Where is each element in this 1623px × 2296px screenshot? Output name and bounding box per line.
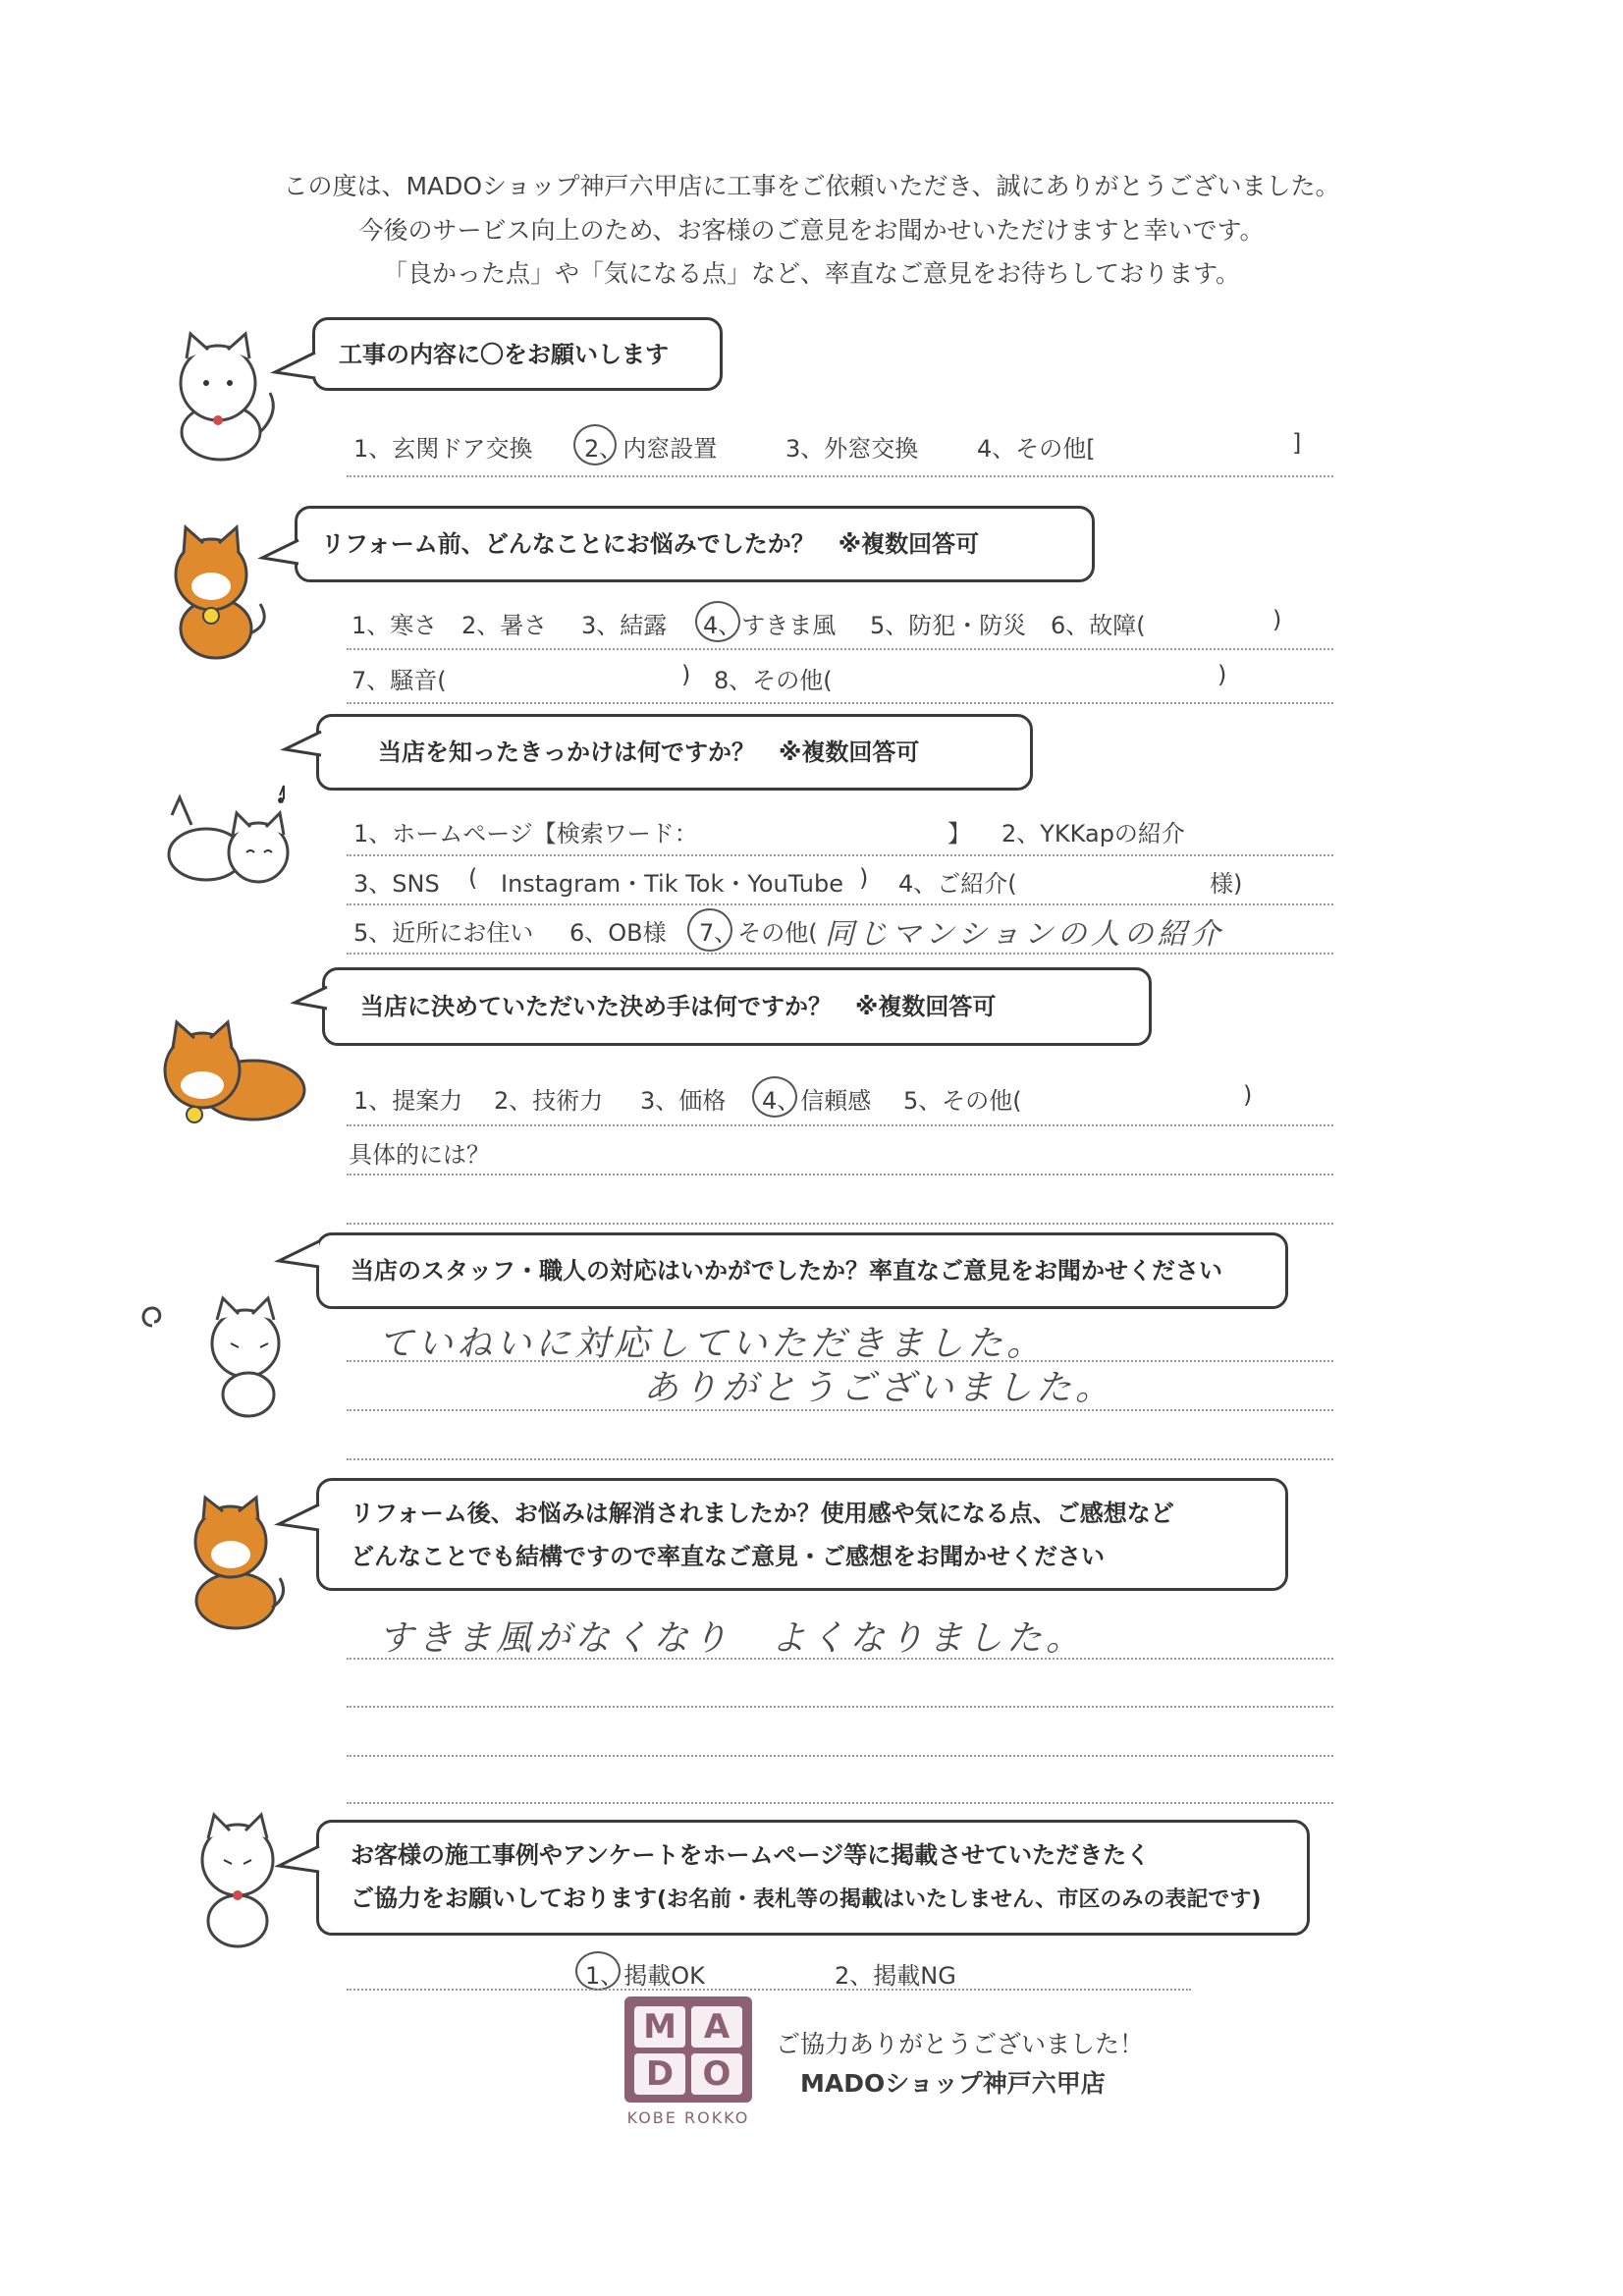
answer-rule (347, 648, 1333, 650)
q2-option-7[interactable]: 7、騒音( (352, 667, 447, 694)
q1-option-1[interactable]: 1、玄関ドア交換 (353, 435, 533, 463)
q3-bracket-close: 】 (947, 820, 971, 847)
q3-option-4[interactable]: 4、ご紹介( (898, 870, 1017, 898)
q4-title: 当店に決めていただいた決め手は何ですか？ ※複数回答可 (360, 993, 997, 1020)
q4-paren-close: ) (1243, 1081, 1253, 1109)
q4-option-4[interactable]: 4、信頼感 (762, 1087, 872, 1115)
logo-subtitle: KOBE ROKKO (626, 2108, 750, 2127)
q3-option-7[interactable]: 7、その他( (699, 919, 818, 947)
q2-bubble (295, 506, 1095, 582)
q3-option-3[interactable]: 3、SNS (353, 870, 440, 898)
q6-title-line-2: どんなことでも結構ですので率直なご意見・ご感想をお聞かせください (351, 1542, 1105, 1570)
bubble-tail (283, 730, 322, 761)
q3-sns-list: Instagram・Tik Tok・YouTube (501, 870, 843, 898)
answer-rule (347, 702, 1333, 704)
answer-rule (347, 854, 1333, 856)
bubble-tail (293, 985, 328, 1014)
q2-option-4[interactable]: 4、すきま風 (703, 612, 837, 639)
q1-title: 工事の内容に〇をお願いします (339, 340, 669, 368)
answer-rule (347, 1458, 1333, 1460)
q4-bubble (322, 967, 1152, 1046)
q5-handwritten-line-2: ありがとうございました。 (643, 1368, 1115, 1408)
q3-paren-close: ) (859, 864, 869, 892)
q6-title-line-1: リフォーム後、お悩みは解消されましたか？使用感や気になる点、ご感想など (351, 1499, 1174, 1527)
q3-title: 当店を知ったきっかけは何ですか？ ※複数回答可 (378, 738, 920, 766)
q2-option-6[interactable]: 6、故障( (1051, 612, 1146, 639)
bubble-tail (260, 538, 299, 570)
logo-letter-d: D (634, 2053, 685, 2095)
q2-paren-close: ) (1272, 606, 1282, 633)
logo-letter-m: M (634, 2006, 685, 2048)
white-cat-mascot-icon (157, 334, 280, 462)
answer-rule (347, 903, 1333, 905)
q2-option-2[interactable]: 2、暑さ (461, 612, 548, 639)
answer-rule (347, 953, 1333, 955)
answer-rule (347, 1706, 1333, 1708)
q7-option-ng[interactable]: 2、掲載NG (835, 1962, 956, 1990)
answer-rule (347, 1755, 1333, 1757)
cat-with-spiral-mascot-icon (133, 1296, 299, 1419)
q7-title-note: (お名前・表札等の掲載はいたしません、市区のみの表記です) (657, 1887, 1262, 1912)
intro-line-1: この度は、MADOショップ神戸六甲店に工事をご依頼いただき、誠にありがとうございました。 (283, 172, 1340, 200)
q7-title-line-1: お客様の施工事例やアンケートをホームページ等に掲載させていただきたく (351, 1841, 1151, 1869)
q3-option-4-suffix: 様) (1210, 870, 1243, 898)
thanks-message: ご協力ありがとうございました！ (776, 2030, 1145, 2058)
q4-option-1[interactable]: 1、提案力 (353, 1087, 463, 1115)
q7-title-line-2 (343, 1877, 1283, 1922)
q1-bubble (312, 317, 723, 391)
q1-option-4[interactable]: 4、その他[ (977, 435, 1096, 463)
q3-option-6[interactable]: 6、OB様 (569, 919, 667, 947)
q2-title: リフォーム前、どんなことにお悩みでしたか？ ※複数回答可 (321, 530, 980, 558)
q1-option-2[interactable]: 2、内窓設置 (584, 435, 718, 463)
q2-option-3[interactable]: 3、結露 (581, 612, 668, 639)
answer-circle-mark (573, 424, 617, 465)
q3-handwritten-answer: 同じマンションの人の紹介 (825, 917, 1224, 952)
bubble-tail (277, 1239, 320, 1275)
answer-rule (347, 1409, 1333, 1411)
bubble-tail (277, 1844, 320, 1880)
answer-rule (347, 1124, 1333, 1126)
q4-option-3[interactable]: 3、価格 (640, 1087, 727, 1115)
shiba-dog-mascot-icon (162, 525, 275, 663)
q3-option-1[interactable]: 1、ホームページ【検索ワード： (353, 820, 698, 847)
playing-cats-mascot-icon (152, 786, 299, 903)
q2-paren-close: ) (681, 661, 691, 688)
bubble-tail (277, 1503, 320, 1538)
answer-rule (347, 1174, 1333, 1175)
answer-rule (347, 475, 1333, 477)
answer-circle-mark (575, 1951, 621, 1991)
q7-bubble (316, 1820, 1310, 1936)
bubble-tail (273, 351, 316, 384)
answer-circle-mark (687, 908, 732, 952)
q7-title-main: ご協力をお願いしております (351, 1885, 657, 1912)
white-cat-sitting-mascot-icon (187, 1815, 295, 1952)
mado-logo (624, 1996, 752, 2103)
answer-circle-mark (695, 601, 740, 642)
q3-option-5[interactable]: 5、近所にお住い (353, 919, 534, 947)
intro-line-2: 今後のサービス向上のため、お客様のご意見をお聞かせいただけますと幸いです。 (358, 216, 1265, 245)
q2-paren-close: ) (1217, 661, 1227, 688)
q3-option-2[interactable]: 2、YKKapの紹介 (1001, 820, 1185, 847)
q6-bubble (316, 1478, 1288, 1591)
answer-rule (347, 1658, 1333, 1660)
q4-option-5[interactable]: 5、その他( (903, 1087, 1022, 1115)
shop-name: MADOショップ神戸六甲店 (800, 2069, 1106, 2098)
q2-option-5[interactable]: 5、防犯・防災 (870, 612, 1027, 639)
q1-bracket-close: ] (1292, 429, 1302, 457)
q5-handwritten-line-1: ていねいに対応していただきました。 (378, 1324, 1047, 1364)
q5-title: 当店のスタッフ・職人の対応はいかがでしたか？率直なご意見をお聞かせください (351, 1257, 1222, 1285)
q3-paren-open: ( (468, 864, 478, 892)
q2-option-1[interactable]: 1、寒さ (352, 612, 438, 639)
shiba-dog-lying-mascot-icon (155, 1016, 312, 1134)
logo-letter-o: O (691, 2053, 742, 2095)
q6-handwritten-answer: すきま風がなくなり よくなりました。 (378, 1618, 1086, 1659)
q3-bubble (316, 714, 1033, 791)
q4-detail-label: 具体的には？ (349, 1141, 490, 1169)
q7-option-ok[interactable]: 1、掲載OK (585, 1962, 705, 1990)
q2-option-8[interactable]: 8、その他( (714, 667, 833, 694)
answer-circle-mark (752, 1076, 797, 1118)
answer-rule (347, 1989, 1191, 1991)
intro-line-3: 「良かった点」や「気になる点」など、率直なご意見をお待ちしております。 (382, 259, 1240, 288)
answer-rule (347, 1802, 1333, 1804)
logo-letter-a: A (691, 2006, 742, 2048)
answer-rule (347, 1223, 1333, 1225)
q5-bubble (316, 1232, 1288, 1309)
q1-option-3[interactable]: 3、外窓交換 (785, 435, 919, 463)
q4-option-2[interactable]: 2、技術力 (494, 1087, 604, 1115)
